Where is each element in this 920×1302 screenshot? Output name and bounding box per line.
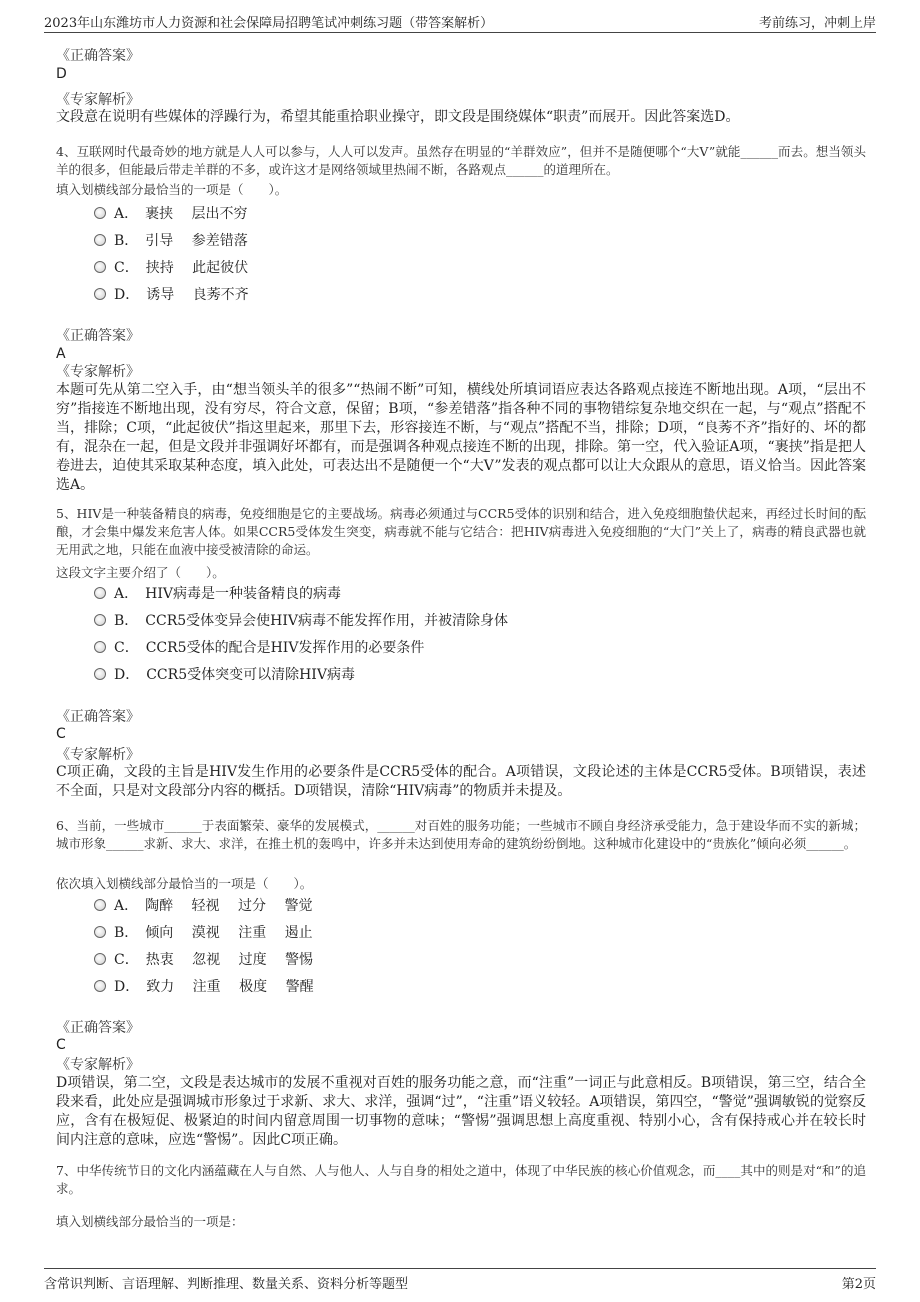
q6-stem: 6、当前，一些城市______于表面繁荣、豪华的发展模式，______对百姓的服务功能；一些城市不顾自身经济承受能力，急于建设华而不实的新城；城市形象______求新、求大、求洋，在推土机的轰鸣中，许多并未达到使用寿命的建筑纷纷倒地。这种城市化建设中的“贵族化”倾向必须______。 xyxy=(56,818,866,851)
q7-prompt: 填入划横线部分最恰当的一项是： xyxy=(56,1214,244,1229)
expert-analysis-label: 《专家解析》 xyxy=(56,1057,140,1073)
q4-option-b[interactable]: B． 引导 参差错落 xyxy=(94,230,248,252)
correct-answer-label: 《正确答案》 xyxy=(56,1020,140,1036)
q4-stem: 4、互联网时代最奇妙的地方就是人人可以参与，人人可以发声。虽然存在明显的“羊群效应”，但并不是随便哪个“大V”就能______而去。想当领头羊的很多，但能最后带走羊群的不多，或许这才是网络领域里热闹不断，各路观点______的道理所在。 xyxy=(56,144,866,177)
expert-analysis-label: 《专家解析》 xyxy=(56,747,140,763)
radio-icon[interactable] xyxy=(94,899,106,911)
correct-answer-label: 《正确答案》 xyxy=(56,48,140,64)
q6-option-a[interactable]: A． 陶醉 轻视 过分 警觉 xyxy=(94,895,312,917)
q6-prompt: 依次填入划横线部分最恰当的一项是（ ）。 xyxy=(56,876,313,891)
q4-option-a[interactable]: A． 裹挟 层出不穷 xyxy=(94,203,248,225)
q5-option-d[interactable]: D． CCR5受体突变可以清除HIV病毒 xyxy=(94,664,355,686)
expert-analysis-label: 《专家解析》 xyxy=(56,364,140,380)
expert-analysis-label: 《专家解析》 xyxy=(56,92,140,108)
q4-option-d[interactable]: D． 诱导 良莠不齐 xyxy=(94,284,249,306)
correct-answer-label: 《正确答案》 xyxy=(56,328,140,344)
footer-note: 含常识判断、言语理解、判断推理、数量关系、资料分析等题型 xyxy=(44,1277,409,1292)
q4-analysis: 本题可先从第二空入手，由“想当领头羊的很多”“热闹不断”可知，横线处所填词语应表达各路观点接连不断地出现。A项，“层出不穷”指接连不断地出现，没有穷尽，符合文意，保留；B项，“参差错落”指各种不同的事物错综复杂地交织在一起，与“观点”搭配不当，排除；C项，“此起彼伏”指这里起来，那里下去，形容接连不断，与“观点”搭配不当，排除；D项，“良莠不齐”指好的、坏的都有，混杂在一起，但是文段并非强调好坏都有，而是强调各种观点接连不断的出现，排除。第一空，代入验证A项，“裹挟”指是把人卷进去，迫使其采取某种态度，填入此处，可表达出不是随便一个“大V”发表的观点都可以让大众跟从的意思，语义恰当。因此答案选A。 xyxy=(56,382,866,493)
q5-analysis: C项正确，文段的主旨是HIV发生作用的必要条件是CCR5受体的配合。A项错误，文段论述的主体是CCR5受体。B项错误，表述不全面，只是对文段部分内容的概括。D项错误，清除“HIV病毒”的物质并未提及。 xyxy=(56,764,866,799)
q5-answer: C xyxy=(56,726,66,742)
q5-stem: 5、HIV是一种装备精良的病毒，免疫细胞是它的主要战场。病毒必须通过与CCR5受体的识别和结合，进入免疫细胞蛰伏起来，再经过长时间的酝酿，才会集中爆发来危害人体。如果CCR5受体发生突变，病毒就不能与它结合：把HIV病毒进入免疫细胞的“大门”关上了，病毒的精良武器也就无用武之地，只能在血液中接受被清除的命运。 xyxy=(56,506,866,557)
radio-icon[interactable] xyxy=(94,587,106,599)
q6-option-c[interactable]: C． 热衷 忽视 过度 警惕 xyxy=(94,949,313,971)
q5-prompt: 这段文字主要介绍了（ ）。 xyxy=(56,565,225,580)
q4-option-c[interactable]: C． 挟持 此起彼伏 xyxy=(94,257,248,279)
radio-icon[interactable] xyxy=(94,207,106,219)
radio-icon[interactable] xyxy=(94,288,106,300)
q6-option-d[interactable]: D． 致力 注重 极度 警醒 xyxy=(94,976,314,998)
q6-analysis: D项错误，第二空，文段是表达城市的发展不重视对百姓的服务功能之意，而“注重”一词正与此意相反。B项错误，第三空，结合全段来看，此处应是强调城市形象过于求新、求大、求洋，强调“过”，“注重”语义较轻。A项错误，第四空，“警觉”强调敏锐的觉察反应，含有在极短促、极紧迫的时间内留意周围一切事物的意味；“警惕”强调思想上高度重视、特别小心，含有保持戒心并在较长时间内注意的意味，应选“警惕”。因此C项正确。 xyxy=(56,1075,866,1148)
radio-icon[interactable] xyxy=(94,668,106,680)
q5-option-b[interactable]: B． CCR5受体变异会使HIV病毒不能发挥作用，并被清除身体 xyxy=(94,610,508,632)
q3-answer: D xyxy=(56,66,67,82)
correct-answer-label: 《正确答案》 xyxy=(56,709,140,725)
q6-answer: C xyxy=(56,1037,66,1053)
page-number: 第2页 xyxy=(841,1277,876,1292)
q6-option-b[interactable]: B． 倾向 漠视 注重 遏止 xyxy=(94,922,313,944)
q5-option-c[interactable]: C． CCR5受体的配合是HIV发挥作用的必要条件 xyxy=(94,637,424,659)
q3-analysis: 文段意在说明有些媒体的浮躁行为，希望其能重拾职业操守，即文段是围绕媒体“职责”而展开。因此答案选D。 xyxy=(56,109,740,125)
radio-icon[interactable] xyxy=(94,980,106,992)
radio-icon[interactable] xyxy=(94,234,106,246)
q4-answer: A xyxy=(56,346,66,362)
header-title: 2023年山东潍坊市人力资源和社会保障局招聘笔试冲刺练习题（带答案解析） xyxy=(44,16,494,31)
q7-stem: 7、中华传统节日的文化内涵蕴藏在人与自然、人与他人、人与自身的相处之道中，体现了中华民族的核心价值观念，而____其中的则是对“和”的追求。 xyxy=(56,1163,866,1196)
radio-icon[interactable] xyxy=(94,953,106,965)
radio-icon[interactable] xyxy=(94,926,106,938)
header-slogan: 考前练习，冲刺上岸 xyxy=(758,16,876,31)
radio-icon[interactable] xyxy=(94,261,106,273)
page-footer xyxy=(44,1268,876,1292)
radio-icon[interactable] xyxy=(94,614,106,626)
q5-option-a[interactable]: A． HIV病毒是一种装备精良的病毒 xyxy=(94,583,341,605)
radio-icon[interactable] xyxy=(94,641,106,653)
q4-prompt: 填入划横线部分最恰当的一项是（ ）。 xyxy=(56,182,288,197)
page-header xyxy=(44,10,876,33)
